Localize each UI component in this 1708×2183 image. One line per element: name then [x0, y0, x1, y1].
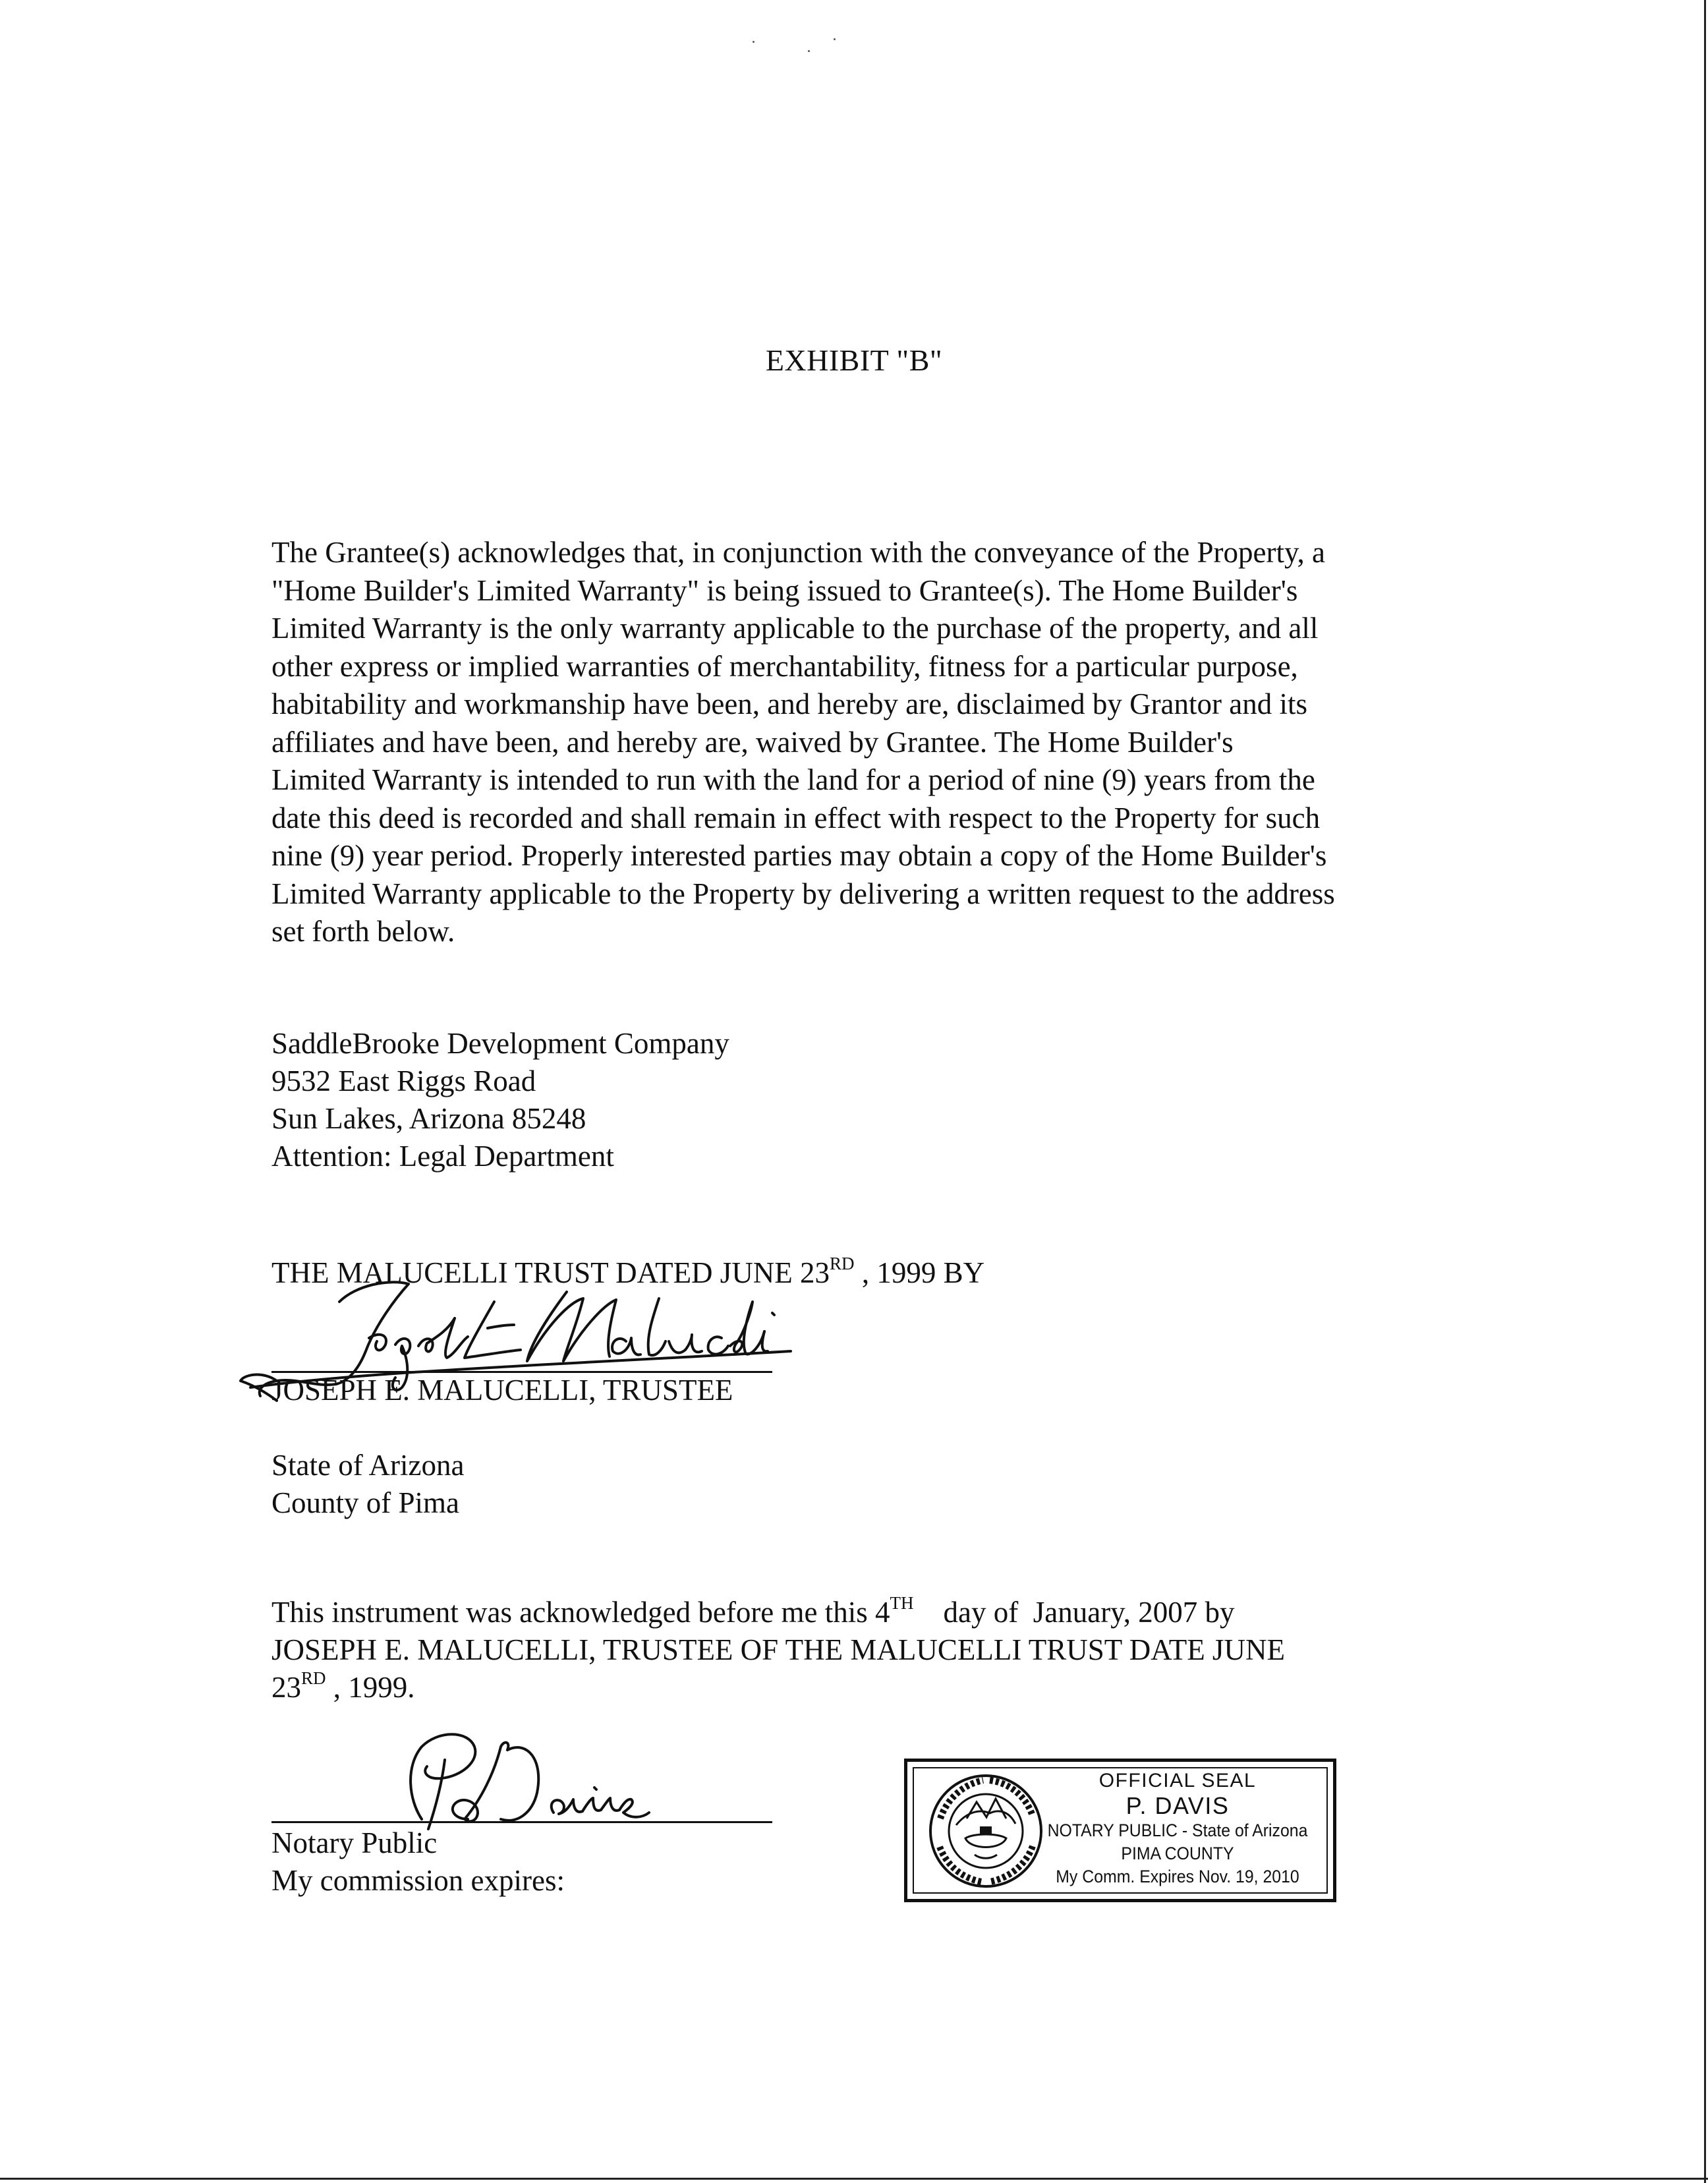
trustee-signature: [237, 1272, 804, 1411]
ordinal-suffix: RD: [830, 1254, 855, 1273]
paragraph-line: affiliates and have been, and hereby are, waived by Grantee. The Home Builder's: [271, 725, 1234, 759]
scan-speck: [753, 41, 754, 43]
paragraph-line: set forth below.: [271, 915, 455, 948]
acknowledgment-line: JOSEPH E. MALUCELLI, TRUSTEE OF THE MALUCELLI TRUST DATE JUNE: [271, 1633, 1285, 1666]
trustee-name: JOSEPH E. MALUCELLI, TRUSTEE: [271, 1374, 733, 1407]
notary-signature-line: [271, 1821, 772, 1823]
address-attention: Attention: Legal Department: [271, 1140, 614, 1173]
scan-speck: [808, 50, 810, 52]
ordinal-suffix: RD: [301, 1668, 326, 1688]
paragraph-line: Limited Warranty applicable to the Property by delivering a written request to the address: [271, 877, 1335, 910]
page-right-border: [1704, 0, 1706, 2183]
venue-county: County of Pima: [271, 1486, 460, 1519]
ack-year: , 1999.: [326, 1671, 415, 1704]
venue-block: [271, 1447, 464, 1522]
exhibit-title: EXHIBIT "B": [765, 343, 943, 377]
acknowledgment-line: [271, 1594, 1285, 1631]
paragraph-line: other express or implied warranties of merchantability, fitness for a particular purpose,: [271, 649, 1298, 683]
mailing-address: [271, 1025, 729, 1175]
paragraph-line: date this deed is recorded and shall remain in effect with respect to the Property for such: [271, 801, 1321, 834]
scan-speck: [834, 38, 836, 40]
paragraph-line: Limited Warranty is intended to run with the land for a period of nine (9) years from the: [271, 763, 1315, 796]
trust-heading-year: , 1999 BY: [854, 1256, 985, 1289]
trust-heading-text: THE MALUCELLI TRUST DATED JUNE 23: [271, 1256, 830, 1289]
warranty-paragraph: [271, 534, 1471, 951]
address-city: Sun Lakes, Arizona 85248: [271, 1102, 586, 1135]
address-company: SaddleBrooke Development Company: [271, 1027, 729, 1060]
paragraph-line: "Home Builder's Limited Warranty" is being issued to Grantee(s). The Home Builder's: [271, 573, 1298, 607]
seal-expiration: My Comm. Expires Nov. 19, 2010: [1056, 1867, 1299, 1886]
ack-text: This instrument was acknowledged before me this 4: [271, 1596, 890, 1629]
venue-state: State of Arizona: [271, 1449, 465, 1482]
paragraph-line: habitability and workmanship have been, and hereby are, disclaimed by Grantor and its: [271, 687, 1308, 720]
seal-title: NOTARY PUBLIC - State of Arizona: [1047, 1820, 1308, 1840]
notary-block: [271, 1824, 565, 1900]
paragraph-line: Limited Warranty is the only warranty applicable to the purchase of the property, and all: [271, 612, 1319, 645]
ack-day: 23: [271, 1671, 301, 1704]
paragraph-line: The Grantee(s) acknowledges that, in conjunction with the conveyance of the Property, a: [271, 536, 1326, 569]
paragraph-line: nine (9) year period. Properly interested parties may obtain a copy of the Home Builder's: [271, 839, 1327, 872]
acknowledgment-line: [271, 1669, 1285, 1706]
state-seal-emblem-icon: [927, 1772, 1044, 1890]
ack-date: day of January, 2007 by: [913, 1596, 1235, 1629]
acknowledgment-paragraph: [271, 1594, 1285, 1706]
page-bottom-border: [0, 2178, 1708, 2180]
ordinal-suffix: TH: [890, 1593, 914, 1613]
seal-notary-name: P. DAVIS: [1125, 1792, 1230, 1819]
notary-label: Notary Public: [271, 1826, 438, 1859]
official-seal-stamp: [904, 1759, 1336, 1902]
commission-label: My commission expires:: [271, 1864, 565, 1897]
seal-county: PIMA COUNTY: [1121, 1844, 1234, 1863]
seal-heading: OFFICIAL SEAL: [1098, 1770, 1257, 1791]
seal-text-block: [1033, 1768, 1323, 1888]
address-street: 9532 East Riggs Road: [271, 1064, 536, 1097]
